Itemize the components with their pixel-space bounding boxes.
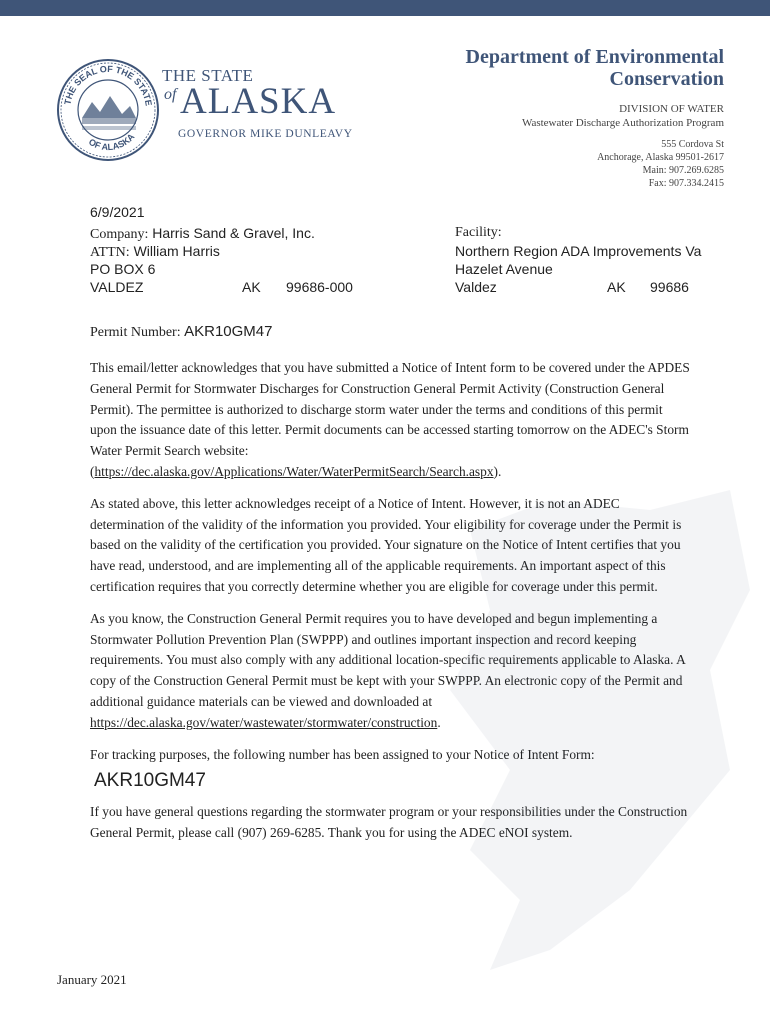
svg-text:THE SEAL OF THE STATE: THE SEAL OF THE STATE <box>62 63 154 107</box>
dept-main-phone: Main: 907.269.6285 <box>642 165 724 176</box>
dept-name-line2: Conservation <box>609 68 724 90</box>
company-label: Company: <box>90 227 149 242</box>
permit-number: AKR10GM47 <box>184 323 273 340</box>
program: Wastewater Discharge Authorization Program <box>521 117 724 129</box>
facility-street: Hazelet Avenue <box>455 261 553 277</box>
facility-state: AK <box>607 279 626 295</box>
brand-alaska: ALASKA <box>180 81 337 122</box>
footer-date: January 2021 <box>57 972 127 987</box>
paragraph-4: If you have general questions regarding the stormwater program or your responsibilities under the Construction General Permit, please call (907) 269-6285. Thank you for using the ADEC eNOI system. <box>90 804 688 840</box>
brand-governor: GOVERNOR MIKE DUNLEAVY <box>178 128 353 140</box>
division: DIVISION OF WATER <box>619 103 724 115</box>
company-state: AK <box>242 279 261 295</box>
construction-permit-link[interactable]: https://dec.alaska.gov/water/wastewater/stormwater/construction <box>90 714 438 730</box>
tracking-number: AKR10GM47 <box>94 770 206 792</box>
svg-text:OF ALASKA: OF ALASKA <box>86 131 137 153</box>
brand-of: of <box>164 86 177 103</box>
facility-block <box>455 224 701 296</box>
alaska-map-watermark <box>430 470 770 990</box>
brand-the-state: THE STATE <box>162 66 254 85</box>
facility-city: Valdez <box>455 279 497 295</box>
permit-search-link[interactable]: https://dec.alaska.gov/Applications/Water/WaterPermitSearch/Search.aspx <box>94 463 494 479</box>
facility-label: Facility: <box>455 225 502 240</box>
dept-city: Anchorage, Alaska 99501-2617 <box>597 152 724 163</box>
department-header <box>364 46 724 190</box>
dept-fax: Fax: 907.334.2415 <box>648 178 724 189</box>
company-address: PO BOX 6 <box>90 261 156 277</box>
paragraph-2: As stated above, this letter acknowledges receipt of a Notice of Intent. However, it is not an ADEC determination of the validity of the information you provided. Your eligibility for coverage under the Permit is based on the validity of the certification you provided. Your signature on the Notice of Intent certifies that you have read, understood, and are implementing all of the applicable requirements. An important aspect of this certification requires that you correctly determine whether you are eligible for coverage under this permit. <box>90 495 682 594</box>
company-zip: 99686-000 <box>286 279 353 295</box>
paragraph-1: This email/letter acknowledges that you have submitted a Notice of Intent form to be covered under the APDES General Permit for Stormwater Discharges for Construction General Permit Activity (Construction General Permit). The permittee is authorized to discharge storm water under the terms and conditions of this permit upon the issuance date of this letter. Permit documents can be accessed starting tomorrow on the ADEC's Storm Water Permit Search website: (https://dec.alaska.gov/Applications/Water/WaterPermitSearch/Search.aspx). <box>90 360 690 479</box>
paragraph-3: As you know, the Construction General Permit requires you to have developed and begun implementing a Stormwater Pollution Prevention Plan (SWPPP) and outlines important inspection and record keeping requirements. You must also comply with any additional location-specific requirements applicable to Alaska. A copy of the Construction General Permit must be kept with your SWPPP. An electronic copy of the Permit and additional guidance materials can be viewed and downloaded at https://dec.alaska.gov/water/wastewater/stormwater/construction. <box>90 610 686 730</box>
attn-name: William Harris <box>133 243 220 259</box>
dept-address: 555 Cordova St <box>661 139 724 150</box>
permit-label: Permit Number: <box>90 325 181 340</box>
facility-name: Northern Region ADA Improvements Va <box>455 243 702 259</box>
permit-number-line <box>90 323 272 341</box>
facility-zip: 99686 <box>650 279 689 295</box>
company-block <box>90 224 353 296</box>
company-city: VALDEZ <box>90 279 144 295</box>
header-bar <box>0 0 770 16</box>
tracking-text: For tracking purposes, the following number has been assigned to your Notice of Intent Form: <box>90 746 595 762</box>
attn-label: ATTN: <box>90 245 130 260</box>
company-name: Harris Sand & Gravel, Inc. <box>152 225 315 241</box>
dept-name-line1: Department of Environmental <box>465 46 724 68</box>
state-seal-icon <box>56 58 160 162</box>
letter-date: 6/9/2021 <box>90 204 145 220</box>
